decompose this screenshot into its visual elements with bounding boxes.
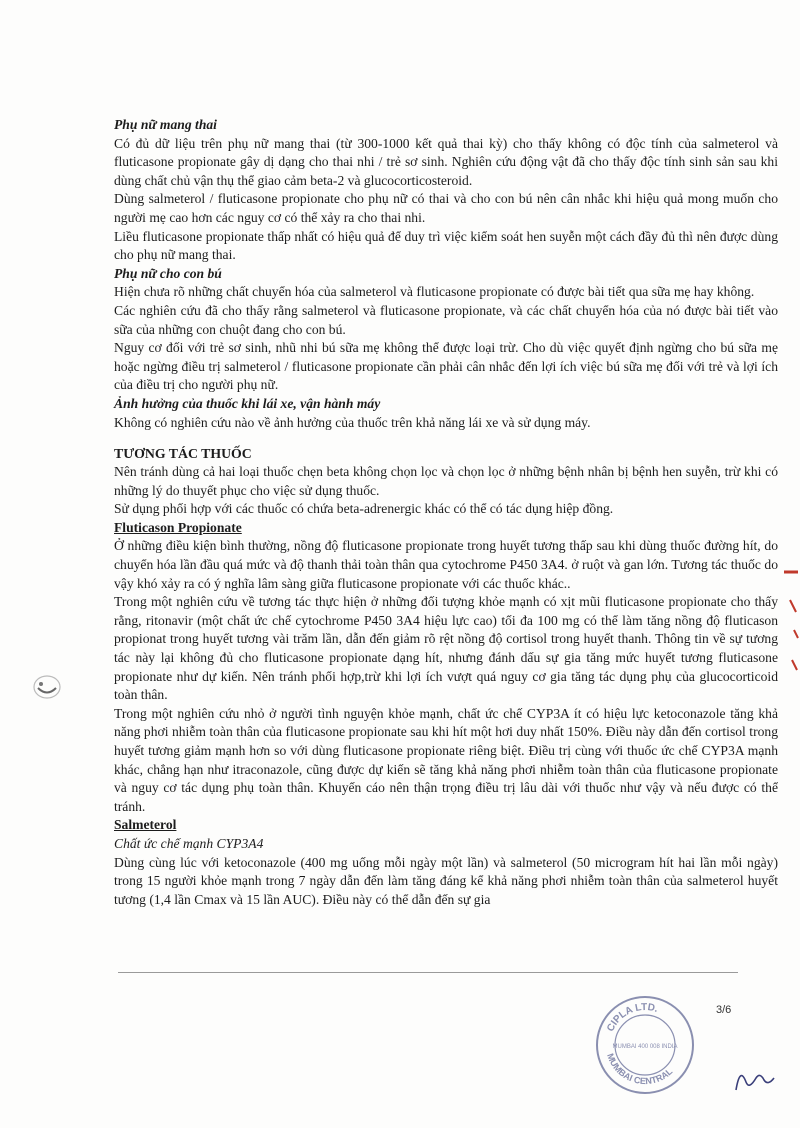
paragraph: Dùng salmeterol / fluticasone propionate cho phụ nữ có thai và cho con bú nên cân nhắc khi hiệu quả mong muốn cho người mẹ cao hơn các nguy cơ có thể xảy ra cho thai nhi. [114,191,778,225]
paragraph: Ở những điều kiện bình thường, nồng độ fluticasone propionate trong huyết tương thấp sau khi dùng thuốc đường hít, do chuyển hóa lần đầu quá mức và độ thanh thải toàn thân qua cytochrome P450 3A4. ở ruột và gan lớn. Tương tác thuốc do vậy khó xảy ra có ý nghĩa lâm sàng giữa fluticasone propionate với các thuốc khác.. [114,538,778,591]
subsection-heading: Phụ nữ mang thai [114,117,217,132]
document-body [114,116,778,909]
stamp-text-center: MUMBAI 400 008 INDIA [612,1044,678,1050]
subsection-heading: Phụ nữ cho con bú [114,265,222,281]
subheading-underlined: Salmeterol [114,817,177,833]
company-stamp [590,990,700,1105]
section-heading: TƯƠNG TÁC THUỐC [114,446,252,462]
paragraph: Sử dụng phối hợp với các thuốc có chứa beta-adrenergic khác có thể có tác dụng hiệp đồng. [114,501,614,517]
paragraph: Các nghiên cứu đã cho thấy rằng salmeterol và fluticasone propionate, và các chất chuyển hóa của nó được bài tiết vào sữa của những con chuột đang cho con bú. [114,302,778,337]
paragraph: Trong một nghiên cứu về tương tác thực hiện ở những đối tượng khỏe mạnh có xịt mũi fluticasone propionate cho thấy rằng, ritonavir (một chất ức chế cytochrome P450 3A4 hiệu lực cao) tối đa 100 mg có thể làm tăng nồng độ fluticason propionat trong huyết tương vài trăm lần, dẫn đến giảm rõ rệt nồng độ cortisol trong huyết thanh. Thông tin về sự tương tác này lại không đủ cho fluticasone propionate dạng hít, nhưng đánh dấu sự gia tăng mức huyết tương fluticasone propionate như dự kiến. Nên tránh phối hợp,trừ khi lợi ích vượt quá nguy cơ gia tăng tác dụng phụ của glucocorticoid toàn thân. [114,594,778,703]
italic-subheading: Chất ức chế mạnh CYP3A4 [114,835,264,851]
page-number: 3/6 [716,1004,732,1016]
paragraph: Nên tránh dùng cả hai loại thuốc chẹn beta không chọn lọc và chọn lọc ở những bệnh nhân bị bệnh hen suyễn, trừ khi có những lý do thuyết phục cho việc sử dụng thuốc. [114,464,778,498]
paragraph: Dùng cùng lúc với ketoconazole (400 mg uống mỗi ngày một lần) và salmeterol (50 microgram hít hai lần mỗi ngày) trong 15 người khỏe mạnh trong 7 ngày dẫn đến làm tăng đáng kể khả năng phơi nhiễm toàn thân của salmeterol huyết tương (1,4 lần Cmax và 15 lần AUC). Điều này có thể dẫn đến sự gia [114,854,778,907]
paragraph: Không có nghiên cứu nào về ảnh hưởng của thuốc trên khả năng lái xe và sử dụng máy. [114,414,591,430]
footer-divider [118,972,738,973]
subheading-underlined: Fluticason Propionate [114,519,242,535]
margin-marks [770,560,800,705]
paragraph: Nguy cơ đối với trẻ sơ sinh, nhũ nhi bú sữa mẹ không thể được loại trừ. Cho dù việc quyết định ngừng cho bú sữa mẹ hoặc ngừng điều trị salmeterol / fluticasone propionate cần phải cân nhắc đến lợi ích việc bú sữa mẹ đối với trẻ và lợi ích của điều trị cho người phụ nữ. [114,340,778,393]
stamp-text-top: CIPLA LTD. [605,1001,660,1034]
paragraph: Có đủ dữ liệu trên phụ nữ mang thai (từ 300-1000 kết quả thai kỳ) cho thấy không có độc tính của salmeterol và fluticasone propionate gây dị dạng cho thai nhi / trẻ sơ sinh. Nghiên cứu động vật đã cho thấy độc tính sinh sản sau khi dùng chất chủ vận thụ thể giao cảm beta-2 và glucocorticosteroid. [114,135,778,188]
paragraph: Liều fluticasone propionate thấp nhất có hiệu quả để duy trì việc kiểm soát hen suyễn một cách đầy đủ thì nên được dùng cho phụ nữ mang thai. [114,228,778,263]
subsection-heading: Ảnh hưởng của thuốc khi lái xe, vận hành máy [114,395,381,411]
paragraph: Trong một nghiên cứu nhỏ ở người tình nguyện khỏe mạnh, chất ức chế CYP3A ít có hiệu lực ketoconazole tăng khả năng phơi nhiễm toàn thân của fluticasone propionate sau khi hít một hơi duy nhất 150%. Điều này dẫn đến cortisol trong huyết tương giảm mạnh hơn so với dùng fluticasone propionate riêng biệt. Điều trị cùng với thuốc ức chế CYP3A mạnh khác, chẳng hạn như itraconazole, cũng được dự kiến sẽ tăng khả năng phơi nhiễm toàn thân của fluticasone propionate và nguy cơ tác dụng phụ toàn thân. Khuyến cáo nên thận trọng điều trị lâu dài với thuốc như vậy và nếu được có thể tránh. [114,705,778,814]
paragraph: Hiện chưa rõ những chất chuyển hóa của salmeterol và fluticasone propionate có được bài tiết qua sữa mẹ hay không. [114,284,755,300]
stamp-text-bottom: MUMBAI CENTRAL [605,1052,675,1087]
punch-hole-icon [30,672,64,707]
signature [730,1060,780,1105]
